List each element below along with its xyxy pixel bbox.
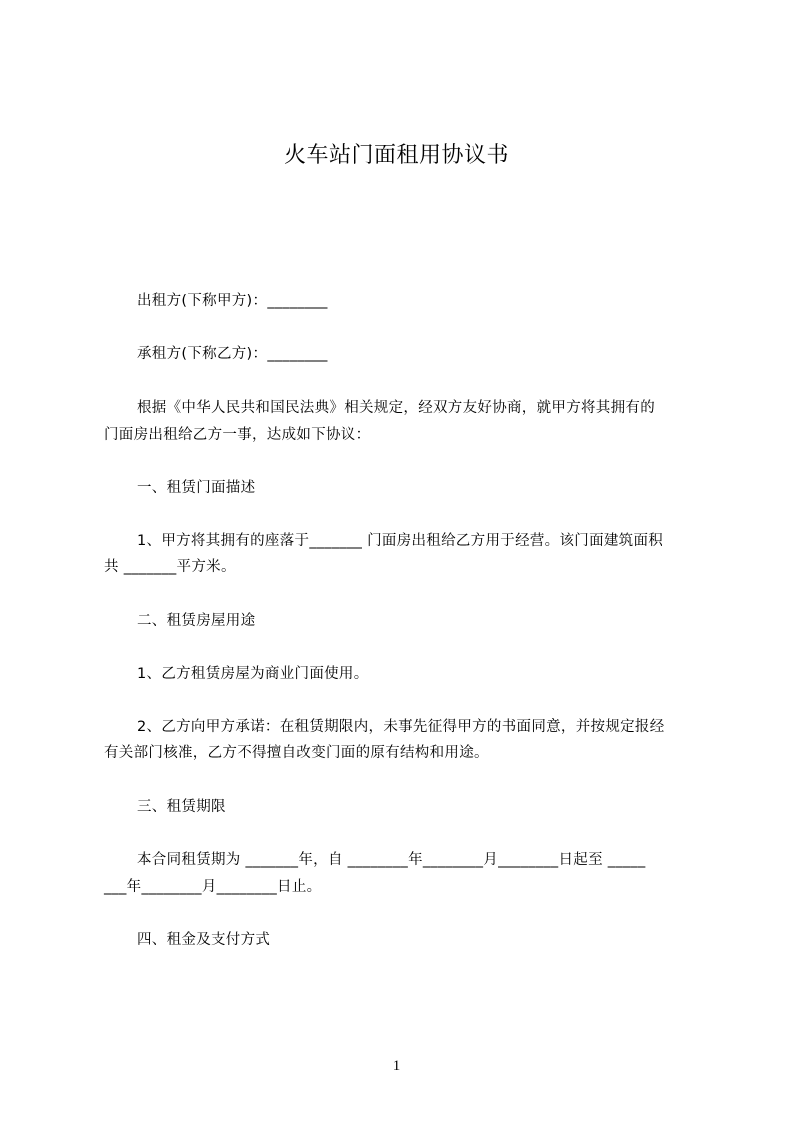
lessor-line: 出租方(下称甲方)：________ — [137, 293, 328, 309]
section-3-heading: 三、租赁期限 — [137, 799, 226, 815]
section-2-item-1: 1、乙方租赁房屋为商业门面使用。 — [137, 666, 369, 682]
intro-line-1: 根据《中华人民共和国民法典》相关规定，经双方友好协商，就甲方将其拥有的 — [137, 400, 655, 416]
section-1-heading: 一、租赁门面描述 — [137, 480, 256, 496]
section-3-line-1: 本合同租赁期为 _______年，自 ________年________月________日起至 _____ — [137, 852, 646, 868]
lessee-line: 承租方(下称乙方)：________ — [137, 346, 328, 362]
intro-line-2: 门面房出租给乙方一事，达成如下协议： — [104, 427, 371, 443]
section-3-line-2: ___年________月________日止。 — [104, 879, 322, 895]
section-1-item-1-line-1: 1、甲方将其拥有的座落于_______ 门面房出租给乙方用于经营。该门面建筑面积 — [137, 533, 664, 549]
page-number: 1 — [392, 1058, 401, 1074]
section-2-heading: 二、租赁房屋用途 — [137, 613, 256, 629]
section-1-item-1-line-2: 共 _______平方米。 — [104, 559, 236, 575]
section-4-heading: 四、租金及支付方式 — [137, 932, 271, 948]
document-title: 火车站门面租用协议书 — [283, 143, 509, 168]
section-2-item-2-line-1: 2、乙方向甲方承诺：在租赁期限内，未事先征得甲方的书面同意，并按规定报经 — [137, 719, 665, 735]
section-2-item-2-line-2: 有关部门核准，乙方不得擅自改变门面的原有结构和用途。 — [104, 745, 489, 761]
